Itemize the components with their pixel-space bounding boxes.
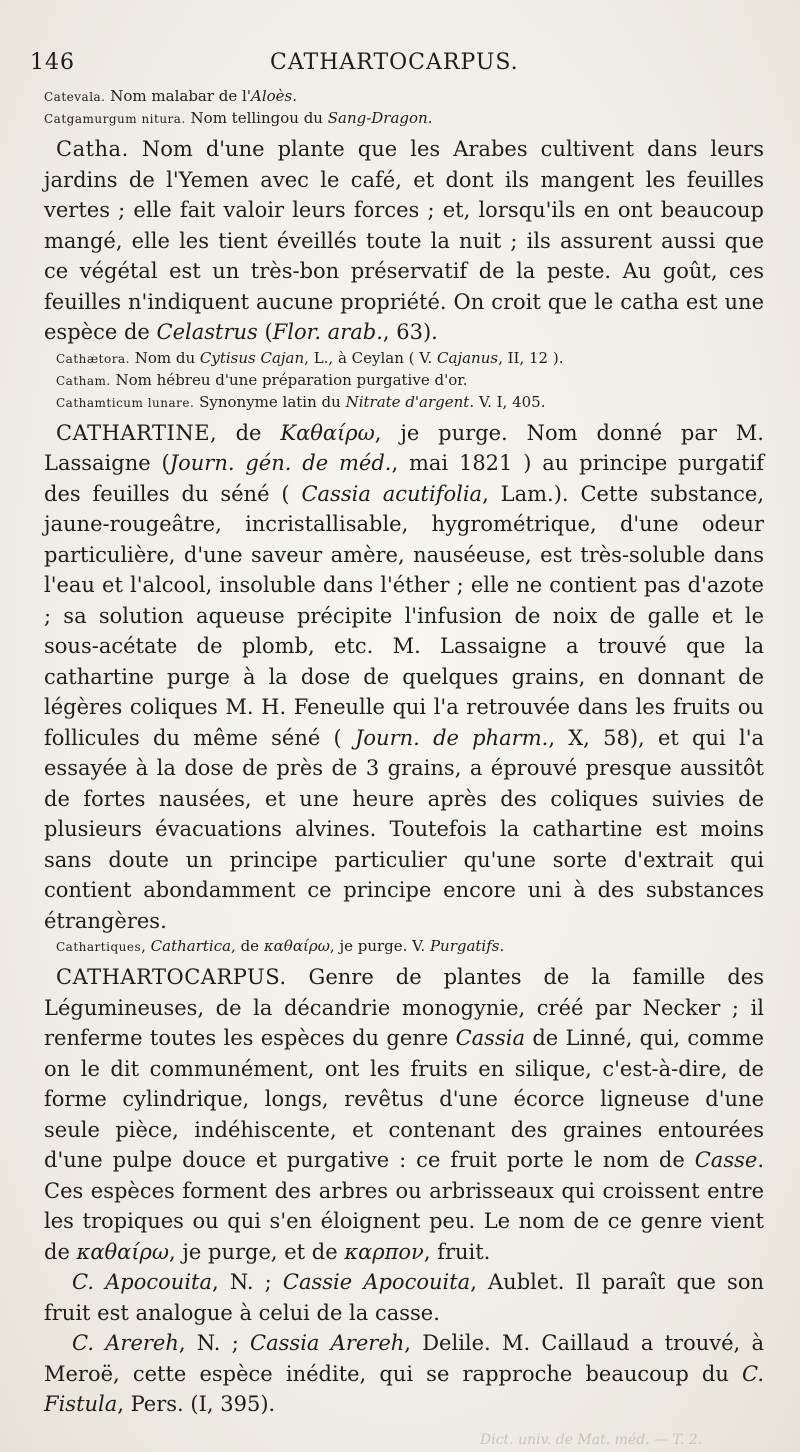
page-number: 146 — [30, 50, 75, 75]
entry-apocouita: C. Apocouita, N. ; Cassie Apocouita, Aublet. Il paraît que son fruit est analogue à celui de la casse. — [44, 1270, 764, 1325]
entry-cathamticum: Cathamticum lunare. Synonyme latin du Nitrate d'argent. V. I, 405. — [56, 392, 546, 411]
entry-catha: Catha. Nom d'une plante que les Arabes cultivent dans leurs jardins de l'Yemen avec le café, et dont ils mangent les feuilles vertes ; elle fait valoir leurs forces ; et, lorsqu'ils en ont beaucoup mangé, elle les tient éveillés toute la nuit ; ils assurent aussi que ce végétal est un très-bon préservatif de la peste. Au goût, ces feuilles n'indiquent aucune propriété. On croit que le catha est une espèce de Celastrus (Flor. arab., 63). — [44, 137, 764, 344]
entry-cathartine: CATHARTINE, de Καθαίρω, je purge. Nom donné par M. Lassaigne (Journ. gén. de méd., mai 1821 ) au principe purgatif des feuilles du séné ( Cassia acutifolia, Lam.). Cette substance, jaune-rougeâtre, incristallisable, hygrométrique, d'une odeur particulière, d'une saveur amère, nauséeuse, est très-soluble dans l'eau et l'alcool, insoluble dans l'éther ; elle ne contient pas d'azote ; sa solution aqueuse précipite l'infusion de noix de galle et le sous-acétate de plomb, etc. M. Lassaigne a trouvé que la cathartine purge à la dose de quelques grains, en donnant de légères coliques M. H. Feneulle qui l'a retrouvée dans les fruits ou follicules du même séné ( Journ. de pharm., X, 58), et qui l'a essayée à la dose de près de 3 grains, a éprouvé presque aussitôt de fortes nausées, et une heure après des coliques suivies de plusieurs évacuations alvines. Toutefois la cathartine est moins sans doute un principe particulier qu'une sorte d'extrait qui contient abondamment ce principe encore uni à des substances étrangères. — [44, 420, 765, 933]
greek-word: καθαίρω — [263, 937, 330, 955]
entry-catham: Catham. Nom hébreu d'une préparation purgative d'or. — [56, 370, 468, 389]
bleed-through-footer: Dict. univ. de Mat. méd. — T. 2. — [480, 1432, 703, 1448]
entry-catevala: Catevala. Nom malabar de l'Aloès. — [44, 87, 298, 105]
page-header — [30, 50, 770, 80]
entry-arereh: C. Arereh, N. ; Cassia Arereh, Delile. M. Caillaud a trouvé, à Meroë, cette espèce inédite, qui se rapproche beaucoup du C. Fistula, Pers. (I, 395). — [44, 1331, 764, 1416]
greek-word: καρπον — [344, 1239, 424, 1264]
entry-cathaetora: Cathætora. Nom du Cytisus Cajan, L., à Ceylan ( V. Cajanus, II, 12 ). — [56, 348, 564, 367]
entry-cathartiques: Cathartiques, Cathartica, de καθαίρω, je purge. V. Purgatifs. — [56, 937, 505, 955]
greek-word: καθαίρω — [76, 1239, 170, 1264]
entry-catgamurgum: Catgamurgum nitura. Nom tellingou du Sang-Dragon. — [44, 109, 433, 127]
entry-cathartocarpus: CATHARTOCARPUS. Genre de plantes de la famille des Légumineuses, de la décandrie monogynie, créé par Necker ; il renferme toutes les espèces du genre Cassia de Linné, qui, comme on le dit communément, ont les fruits en silique, c'est-à-dire, de forme cylindrique, longs, revêtus d'une écorce ligneuse d'une seule pièce, indéhiscente, et contenant des graines entourées d'une pulpe douce et purgative : ce fruit porte le nom de Casse. Ces espèces forment des arbres ou arbrisseaux qui croissent entre les tropiques ou qui s'en éloignent peu. Le nom de ce genre vient de καθαίρω, je purge, et de καρπον, fruit. — [44, 965, 765, 1264]
page-body — [44, 86, 764, 1420]
running-title: CATHARTOCARPUS. — [270, 50, 519, 75]
greek-word: Καθαίρω — [280, 420, 375, 445]
